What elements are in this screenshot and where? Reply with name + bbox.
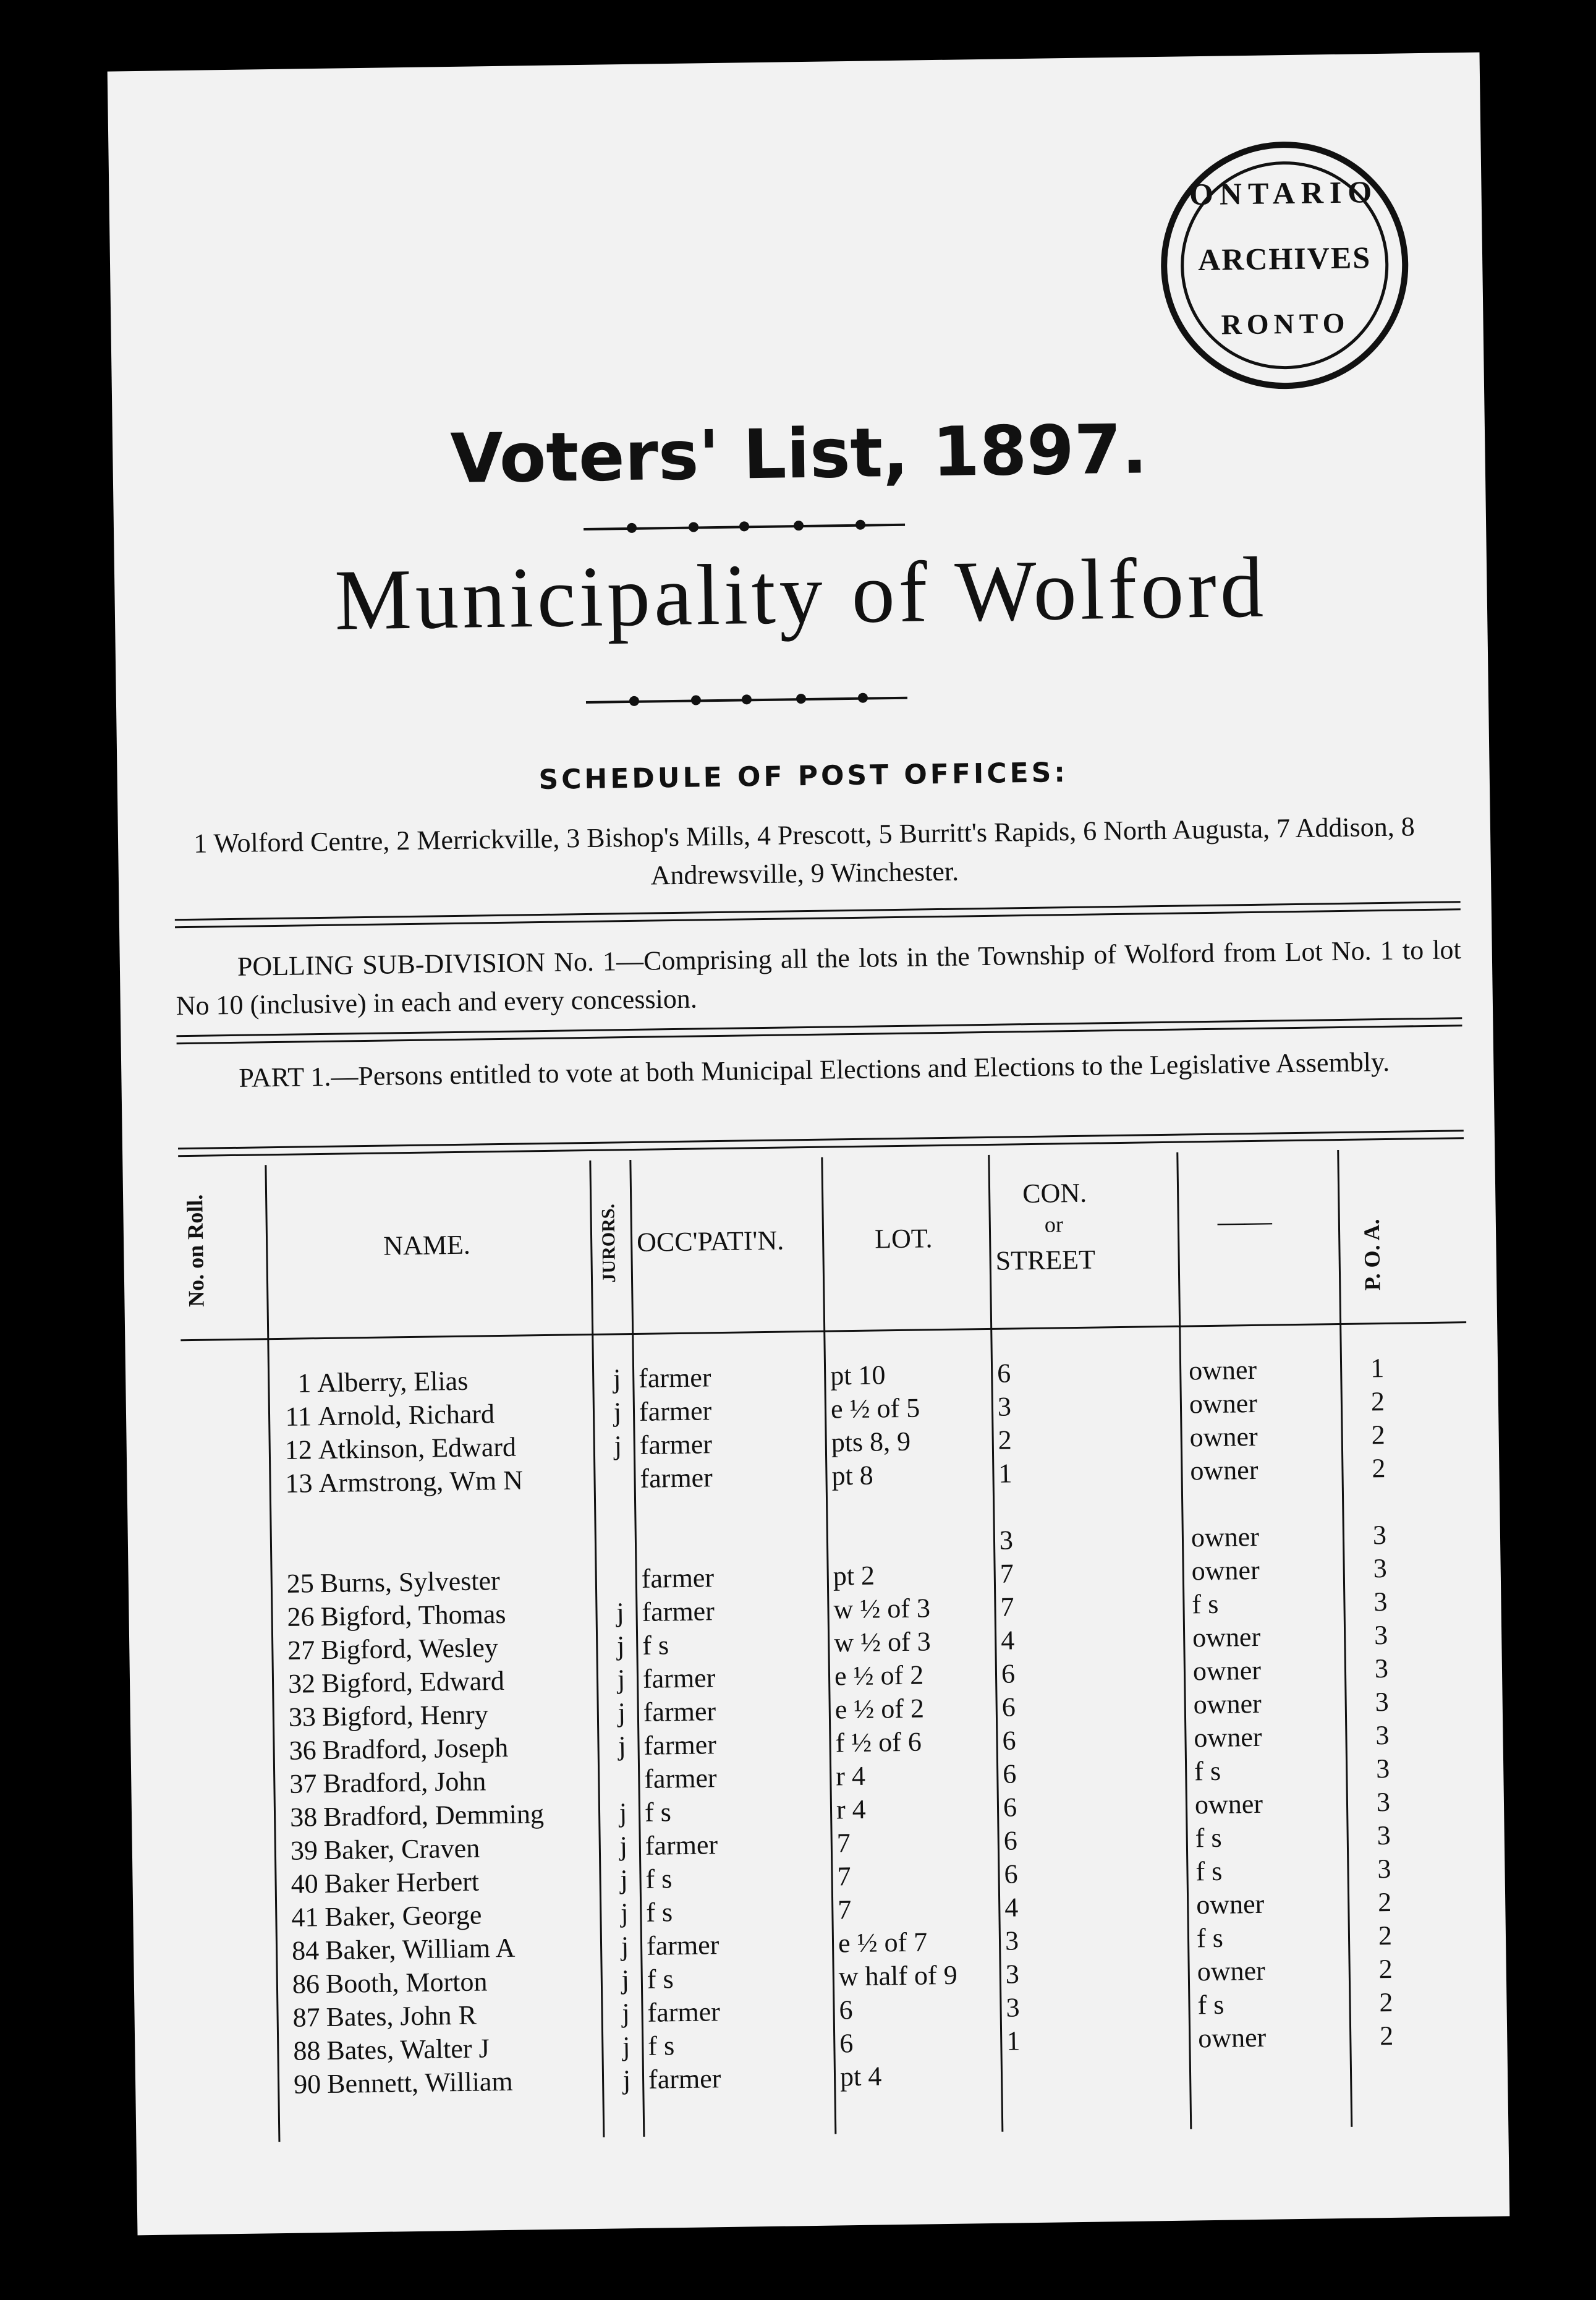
cell-name: Bates, John R (326, 2000, 477, 2033)
cell-jur: j (616, 1630, 625, 1661)
cell-occ: farmer (640, 1462, 713, 1494)
cell-own: f s (1194, 1755, 1221, 1787)
cell-name: Alberry, Elias (316, 1365, 469, 1399)
cell-lot: e ½ of 2 (834, 1659, 924, 1692)
cell-occ: farmer (642, 1596, 715, 1627)
cell-jur: j (614, 1430, 622, 1461)
cell-own: owner (1197, 1955, 1266, 1987)
cell-lot: 7 (837, 1894, 852, 1925)
cell-jur: j (619, 1797, 627, 1828)
cell-occ: farmer (641, 1562, 715, 1594)
cell-name: Atkinson, Edward (318, 1431, 517, 1465)
cell-poa: 3 (1372, 1520, 1387, 1551)
cell-poa: 3 (1376, 1786, 1391, 1818)
cell-poa: 1 (1370, 1353, 1385, 1384)
cell-poa: 2 (1377, 1886, 1392, 1918)
cell-name: Armstrong, Wm N (318, 1465, 524, 1499)
cell-name: Bates, Walter J (326, 2033, 490, 2066)
cell-own: owner (1189, 1387, 1258, 1420)
cell-jur: j (620, 1898, 629, 1928)
cell-jur: j (622, 2064, 631, 2095)
cell-name: Bigford, Henry (321, 1699, 489, 1732)
cell-lot: r 4 (835, 1760, 866, 1792)
cell-con: 1 (1006, 2025, 1021, 2056)
cell-lot: 6 (839, 1995, 853, 2025)
cell-con: 6 (1003, 1825, 1018, 1856)
cell-name: Bradford, Demming (323, 1799, 545, 1833)
table-header (122, 1147, 1497, 1339)
cell-poa: 2 (1379, 1987, 1393, 2018)
cell-con: 1 (998, 1458, 1012, 1489)
cell-con: 3 (1004, 1925, 1019, 1956)
cell-no: 37 (289, 1768, 317, 1799)
ornament-divider-top (584, 518, 905, 535)
voters-list-page (108, 53, 1510, 2236)
header-con: CON. (1022, 1177, 1087, 1209)
cell-jur: j (613, 1397, 622, 1428)
cell-no: 25 (286, 1568, 315, 1599)
cell-own: owner (1194, 1788, 1263, 1820)
cell-con: 4 (1004, 1892, 1019, 1923)
cell-con: 3 (997, 1391, 1012, 1422)
cell-occ: farmer (648, 2063, 721, 2095)
cell-name: Baker, George (325, 1899, 482, 1933)
cell-no: 86 (292, 1969, 320, 2000)
cell-occ: farmer (646, 1930, 719, 1961)
header-blank: —— (1217, 1206, 1273, 1237)
cell-poa: 2 (1371, 1420, 1386, 1450)
document-title: Voters' List, 1897. (449, 409, 1148, 498)
header-street: STREET (995, 1244, 1096, 1276)
cell-lot: w ½ of 3 (833, 1593, 931, 1625)
cell-name: Bradford, John (323, 1766, 486, 1799)
cell-occ: farmer (645, 1829, 718, 1861)
cell-no: 38 (289, 1802, 318, 1833)
cell-poa: 2 (1370, 1386, 1385, 1417)
schedule-heading: SCHEDULE OF POST OFFICES: (538, 757, 1069, 796)
cell-lot: e ½ of 2 (834, 1693, 925, 1725)
cell-jur: j (621, 1964, 630, 1995)
cell-lot: 7 (837, 1861, 851, 1892)
cell-con: 2 (998, 1425, 1012, 1455)
cell-name: Baker, William A (325, 1932, 516, 1966)
cell-con: 7 (1000, 1591, 1014, 1622)
header-lot: LOT. (874, 1223, 933, 1254)
cell-occ: farmer (638, 1362, 711, 1394)
cell-own: owner (1191, 1521, 1260, 1553)
cell-name: Arnold, Richard (317, 1399, 495, 1432)
cell-con: 6 (1002, 1725, 1016, 1756)
cell-lot: 7 (836, 1828, 851, 1859)
cell-no: 13 (285, 1468, 313, 1499)
cell-lot: e ½ of 5 (830, 1392, 920, 1425)
header-jurors: JURORS. (598, 1203, 620, 1283)
cell-no: 26 (287, 1601, 315, 1632)
cell-name: Bigford, Edward (321, 1665, 505, 1699)
cell-own: f s (1197, 1989, 1225, 2021)
cell-occ: farmer (643, 1763, 717, 1794)
header-or: or (1044, 1212, 1064, 1237)
header-name: NAME. (383, 1229, 471, 1261)
cell-no: 32 (287, 1668, 316, 1699)
cell-no: 27 (287, 1635, 315, 1666)
cell-jur (601, 1563, 638, 1564)
cell-jur: j (619, 1831, 628, 1862)
cell-lot: r 4 (836, 1794, 867, 1825)
cell-own: f s (1195, 1822, 1222, 1854)
cell-name: Booth, Morton (325, 1966, 488, 2000)
cell-jur: j (618, 1731, 627, 1761)
header-poa: P. O. A. (1359, 1219, 1385, 1291)
cell-jur (604, 1763, 641, 1764)
cell-jur: j (618, 1697, 626, 1728)
cell-con: 3 (1005, 1959, 1020, 1990)
cell-con: 7 (1000, 1558, 1014, 1589)
cell-jur: j (617, 1664, 626, 1695)
cell-con: 3 (999, 1525, 1014, 1556)
cell-poa: 2 (1378, 1953, 1393, 1985)
cell-occ: farmer (643, 1729, 717, 1761)
cell-occ: f s (647, 1964, 674, 1995)
cell-occ: f s (645, 1897, 673, 1928)
municipality-heading: Municipality of Wolford (334, 539, 1268, 649)
cell-poa: 3 (1375, 1753, 1390, 1784)
cell-con: 6 (1003, 1792, 1017, 1823)
cell-own: f s (1192, 1588, 1219, 1620)
cell-no: 39 (290, 1835, 318, 1866)
cell-no: 36 (289, 1735, 316, 1766)
cell-own: owner (1192, 1655, 1262, 1687)
cell-no: 11 (285, 1401, 312, 1432)
cell-lot: pt 10 (830, 1360, 886, 1391)
cell-occ: f s (642, 1630, 669, 1661)
cell-no: 40 (291, 1868, 318, 1899)
cell-no: 33 (288, 1702, 316, 1732)
cell-occ: f s (644, 1797, 672, 1828)
cell-con: 6 (1004, 1859, 1018, 1889)
cell-name: Baker Herbert (324, 1866, 480, 1899)
cell-jur: j (622, 2031, 630, 2062)
cell-poa: 3 (1375, 1686, 1390, 1718)
polling-subdivision-text (175, 931, 1462, 1025)
cell-own: owner (1191, 1554, 1260, 1587)
cell-name: Baker, Craven (323, 1833, 480, 1866)
stamp-top-text: ONTARIO (1189, 174, 1378, 212)
cell-no: 84 (291, 1935, 320, 1966)
cell-own: owner (1192, 1621, 1261, 1653)
cell-own: owner (1194, 1721, 1262, 1753)
cell-con: 6 (1002, 1758, 1017, 1789)
ontario-archives-stamp (1159, 140, 1410, 391)
cell-occ: farmer (643, 1696, 716, 1727)
stamp-middle-text: ARCHIVES (1197, 240, 1372, 278)
part-one-text (177, 1042, 1463, 1098)
post-offices-list: 1 Wolford Centre, 2 Merrickville, 3 Bishop's Mills, 4 Prescott, 5 Burritt's Rapids, 6 North Augusta, 7 Addison, 8 Andrewsville, 9 Winchester. (193, 811, 1416, 891)
cell-jur: j (622, 1998, 630, 2029)
cell-poa: 3 (1375, 1719, 1390, 1751)
cell-poa: 3 (1377, 1853, 1391, 1885)
cell-con: 6 (1001, 1658, 1016, 1689)
cell-poa: 2 (1378, 1920, 1393, 1951)
cell-jur: j (621, 1931, 629, 1962)
polling-subdivision-description: POLLING SUB-DIVISION No. 1—Comprising all the lots in the Township of Wolford from Lot No. 1 to lot No 10 (inclusive) in each and every concession. (176, 934, 1462, 1021)
cell-lot: pt 4 (839, 2061, 882, 2092)
cell-occ: farmer (642, 1663, 716, 1694)
cell-own: owner (1190, 1454, 1259, 1486)
cell-own: f s (1195, 1855, 1223, 1887)
cell-name: Bigford, Thomas (320, 1598, 506, 1632)
cell-own: f s (1196, 1922, 1224, 1954)
cell-no: 87 (292, 2002, 320, 2033)
cell-no: 41 (291, 1902, 319, 1933)
cell-no (128, 1534, 313, 1536)
cell-lot: w half of 9 (838, 1959, 957, 1992)
cell-lot: pts 8, 9 (831, 1426, 911, 1458)
cell-occ: farmer (639, 1429, 713, 1460)
cell-own: owner (1188, 1354, 1257, 1386)
cell-poa: 3 (1373, 1619, 1388, 1651)
cell-occ: farmer (647, 1996, 721, 2028)
cell-jur: j (616, 1597, 625, 1628)
cell-own: owner (1195, 1888, 1265, 1920)
part-one-description: PART 1.—Persons entitled to vote at both Municipal Elections and Elections to the Legislative Assembly. (239, 1046, 1390, 1093)
cell-lot: w ½ of 3 (833, 1626, 932, 1658)
cell-occ: farmer (639, 1395, 712, 1427)
cell-lot: pt 2 (833, 1560, 875, 1591)
cell-poa: 2 (1379, 2020, 1394, 2051)
cell-own: owner (1189, 1421, 1258, 1453)
cell-poa: 3 (1377, 1820, 1391, 1851)
cell-no: 1 (297, 1368, 312, 1399)
cell-lot: pt 8 (831, 1460, 874, 1491)
cell-con: 4 (1000, 1625, 1015, 1656)
cell-own: owner (1193, 1688, 1262, 1720)
cell-name: Bigford, Wesley (321, 1632, 499, 1666)
cell-no: 88 (293, 2035, 321, 2066)
cell-con: 6 (1001, 1692, 1016, 1723)
cell-occ: f s (645, 1863, 673, 1894)
cell-poa: 3 (1373, 1587, 1388, 1617)
cell-no: 12 (284, 1434, 313, 1465)
header-no-on-roll: No. on Roll. (182, 1194, 209, 1308)
ornament-divider-bottom (586, 691, 907, 708)
stamp-bottom-text: RONTO (1221, 307, 1350, 341)
cell-lot: 6 (839, 2028, 854, 2059)
cell-poa: 3 (1374, 1653, 1389, 1684)
cell-name: Burns, Sylvester (320, 1565, 501, 1599)
cell-name: Bennett, William (326, 2066, 513, 2100)
cell-con: 6 (996, 1358, 1011, 1389)
header-occupation: OCC'PATI'N. (636, 1225, 784, 1258)
cell-occ: f s (648, 2030, 675, 2061)
cell-own: owner (1197, 2022, 1267, 2054)
cell-poa: 2 (1372, 1453, 1386, 1484)
cell-jur: j (620, 1864, 629, 1895)
cell-lot: e ½ of 7 (838, 1927, 928, 1959)
cell-jur: j (613, 1363, 621, 1394)
cell-con: 3 (1006, 1992, 1020, 2023)
cell-poa: 3 (1373, 1553, 1388, 1584)
cell-no: 90 (293, 2069, 321, 2100)
cell-name: Bradford, Joseph (322, 1732, 509, 1766)
cell-lot: f ½ of 6 (835, 1726, 922, 1758)
